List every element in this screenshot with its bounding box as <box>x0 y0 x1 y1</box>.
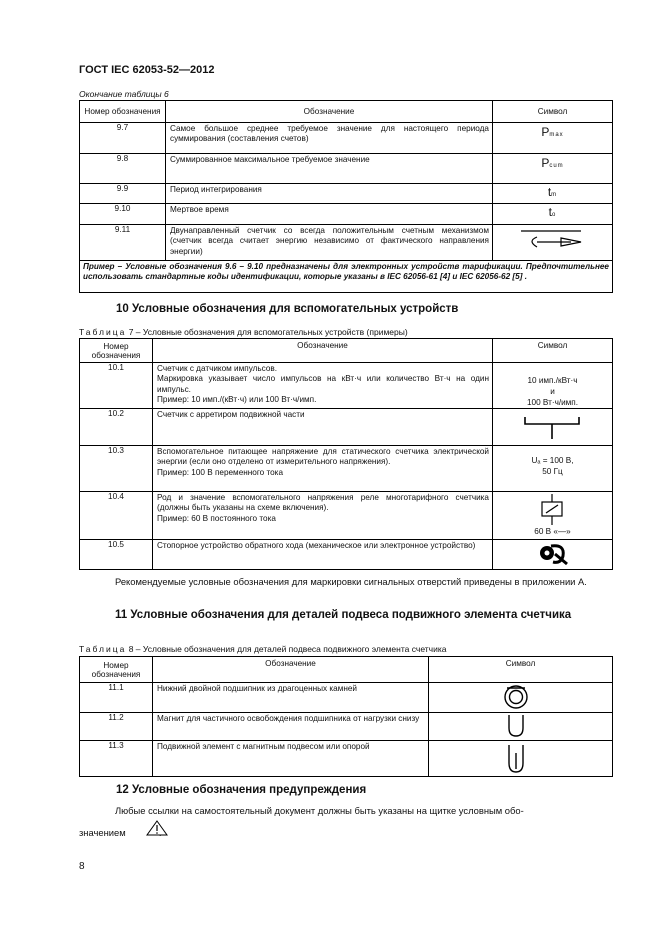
warning-triangle-icon <box>146 820 168 836</box>
table6 <box>79 100 613 293</box>
symbol-cell <box>493 154 613 184</box>
col-symbol-header: Символ <box>493 101 613 123</box>
symbol-cell <box>493 225 613 261</box>
symbol-cell <box>493 540 613 570</box>
table8 <box>79 656 613 777</box>
symbol-cell <box>429 741 613 777</box>
table-row <box>80 123 613 154</box>
symbol-letter: t <box>548 205 552 219</box>
designation-line: Счетчик с арретиром подвижной части <box>157 410 305 419</box>
row-number: 10.2 <box>80 409 153 446</box>
table-row <box>80 204 613 225</box>
row-number: 9.11 <box>80 225 166 261</box>
symbol-letter: t <box>547 185 552 199</box>
symbol-line: и <box>550 387 555 396</box>
row-number: 9.8 <box>80 154 166 184</box>
row-number: 9.10 <box>80 204 166 225</box>
row-designation <box>153 363 493 409</box>
row-number: 11.2 <box>80 713 153 741</box>
designation-line: Пример: 100 В переменного тока <box>157 467 284 477</box>
row-designation: Нижний двойной подшипник из драгоценных камней <box>153 683 429 713</box>
symbol-cell <box>493 446 613 492</box>
symbol-line: 100 Вт·ч/имп. <box>526 398 579 407</box>
col-symbol-header: Символ <box>429 657 613 683</box>
table-row <box>80 409 613 446</box>
section10-title: 10 Условные обозначения для вспомогательных устройств <box>116 303 459 315</box>
table-row <box>80 184 613 204</box>
section12-title: 12 Условные обозначения предупреждения <box>116 784 367 796</box>
symbol-cell <box>493 204 613 225</box>
symbol-subscript: m <box>551 192 558 198</box>
symbol-cell <box>493 184 613 204</box>
document-header: ГОСТ IEC 62053-52—2012 <box>79 64 215 76</box>
table-row <box>80 683 613 713</box>
backstop-icon <box>493 540 611 568</box>
caption-text: 8 – Условные обозначения для деталей подвеса подвижного элемента счетчика <box>128 644 447 654</box>
table-row <box>80 446 613 492</box>
symbol-subscript: o <box>552 212 557 218</box>
symbol-subscript: cum <box>549 163 564 169</box>
page-number: 8 <box>79 861 85 872</box>
row-number: 10.4 <box>80 492 153 540</box>
col-designation-header: Обозначение <box>153 339 493 363</box>
bidirectional-arrow-icon <box>493 225 611 259</box>
symbol-cell <box>493 123 613 154</box>
table-note-row <box>80 261 613 293</box>
table8-caption <box>79 644 446 654</box>
row-designation <box>153 409 493 446</box>
col-designation-header: Обозначение <box>153 657 429 683</box>
row-designation: Двунаправленный счетчик со всегда положительным счетным механизмом (счетчик всегда считает энергию независимо от фактического направления энергии) <box>166 225 493 261</box>
col-symbol-header: Символ <box>493 339 613 363</box>
warning-text: значением <box>79 827 126 838</box>
row-designation: Период интегрирования <box>166 184 493 204</box>
symbol-subscript: max <box>549 132 564 138</box>
symbol-letter: P <box>541 125 550 139</box>
row-designation: Суммированное максимальное требуемое значение <box>166 154 493 184</box>
designation-line: Стопорное устройство обратного хода (механическое или электронное устройство) <box>157 541 476 550</box>
table6-note: Пример – Условные обозначения 9.6 – 9.10 предназначены для электронных устройств тарификации. Предпочтительнее использовать стандартные коды идентификации, которые указаны в IEC 62056-61 [4] и IEC 62056-62 [5] . <box>80 261 613 293</box>
double-jewel-bearing-icon <box>429 683 611 711</box>
symbol-line: 50 Гц <box>542 467 563 476</box>
designation-line: Пример: 10 имп./(кВт·ч) или 100 Вт·ч/имп. <box>157 395 317 405</box>
row-designation <box>153 492 493 540</box>
row-number: 9.7 <box>80 123 166 154</box>
table-row <box>80 540 613 570</box>
designation-line: Маркировка указывает число импульсов на кВт·ч или количество Вт·ч на один импульс. <box>157 374 489 394</box>
table8-header-row <box>80 657 613 683</box>
row-number: 10.5 <box>80 540 153 570</box>
section11-title: 11 Условные обозначения для деталей подвеса подвижного элемента счетчика <box>115 609 572 621</box>
table-row <box>80 492 613 540</box>
symbol-cell <box>429 713 613 741</box>
symbol-cell <box>429 683 613 713</box>
table6-caption: Окончание таблицы 6 <box>79 89 169 99</box>
symbol-cell <box>493 492 613 540</box>
table-row <box>80 154 613 184</box>
row-designation <box>153 540 493 570</box>
row-number: 11.1 <box>80 683 153 713</box>
designation-line: Вспомогательное питающее напряжение для статического счетчика электрической энергии (если оно отделено от измерительного напряжения). <box>157 447 489 467</box>
symbol-cell <box>493 409 613 446</box>
table7-header-row <box>80 339 613 363</box>
caption-label: Таблица <box>79 644 127 654</box>
table7 <box>79 338 613 570</box>
paragraph-warning: Любые ссылки на самостоятельный документ должны быть указаны на щитке условным обо- <box>115 805 524 816</box>
warning-tail: . <box>158 827 162 838</box>
paragraph-recommend: Рекомендуемые условные обозначения для маркировки сигнальных отверстий приведены в приложении А. <box>115 576 587 587</box>
table-row <box>80 741 613 777</box>
table-row <box>80 363 613 409</box>
magnetic-suspension-icon <box>429 741 611 775</box>
row-designation: Подвижной элемент с магнитным подвесом или опорой <box>153 741 429 777</box>
caption-text: 7 – Условные обозначения для вспомогательных устройств (примеры) <box>128 327 408 337</box>
designation-line: Счетчик с датчиком импульсов. <box>157 364 278 373</box>
symbol-line: 10 имп./кВт·ч <box>527 376 578 385</box>
row-designation <box>153 446 493 492</box>
row-designation: Мертвое время <box>166 204 493 225</box>
caption-label: Таблица <box>79 327 127 337</box>
symbol-cell <box>493 363 613 409</box>
row-designation: Самое большое среднее требуемое значение для настоящего периода суммирования (составления счетов) <box>166 123 493 154</box>
col-designation-header: Обозначение <box>166 101 493 123</box>
symbol-line: 60 В «—» <box>534 527 571 536</box>
row-number: 11.3 <box>80 741 153 777</box>
relay-icon <box>493 492 611 526</box>
row-number: 9.9 <box>80 184 166 204</box>
table7-caption <box>79 327 408 337</box>
magnet-bearing-icon <box>429 713 611 739</box>
row-number: 10.3 <box>80 446 153 492</box>
designation-line: Пример: 60 В постоянного тока <box>157 513 276 523</box>
symbol-letter: P <box>541 156 550 170</box>
row-designation: Магнит для частичного освобождения подшипника от нагрузки снизу <box>153 713 429 741</box>
table-row <box>80 225 613 261</box>
designation-line: Род и значение вспомогательного напряжения реле многотарифного счетчика (должны быть указаны на схеме включения). <box>157 493 489 513</box>
col-number-header: Номер обозначения <box>80 657 153 683</box>
row-number: 10.1 <box>80 363 153 409</box>
arrester-icon <box>493 409 611 443</box>
table-row <box>80 713 613 741</box>
symbol-line: Uₐ = 100 В, <box>531 456 574 465</box>
col-number-header: Номер обозначения <box>80 101 166 123</box>
col-number-header: Номер обозначения <box>80 339 153 363</box>
table6-header-row <box>80 101 613 123</box>
